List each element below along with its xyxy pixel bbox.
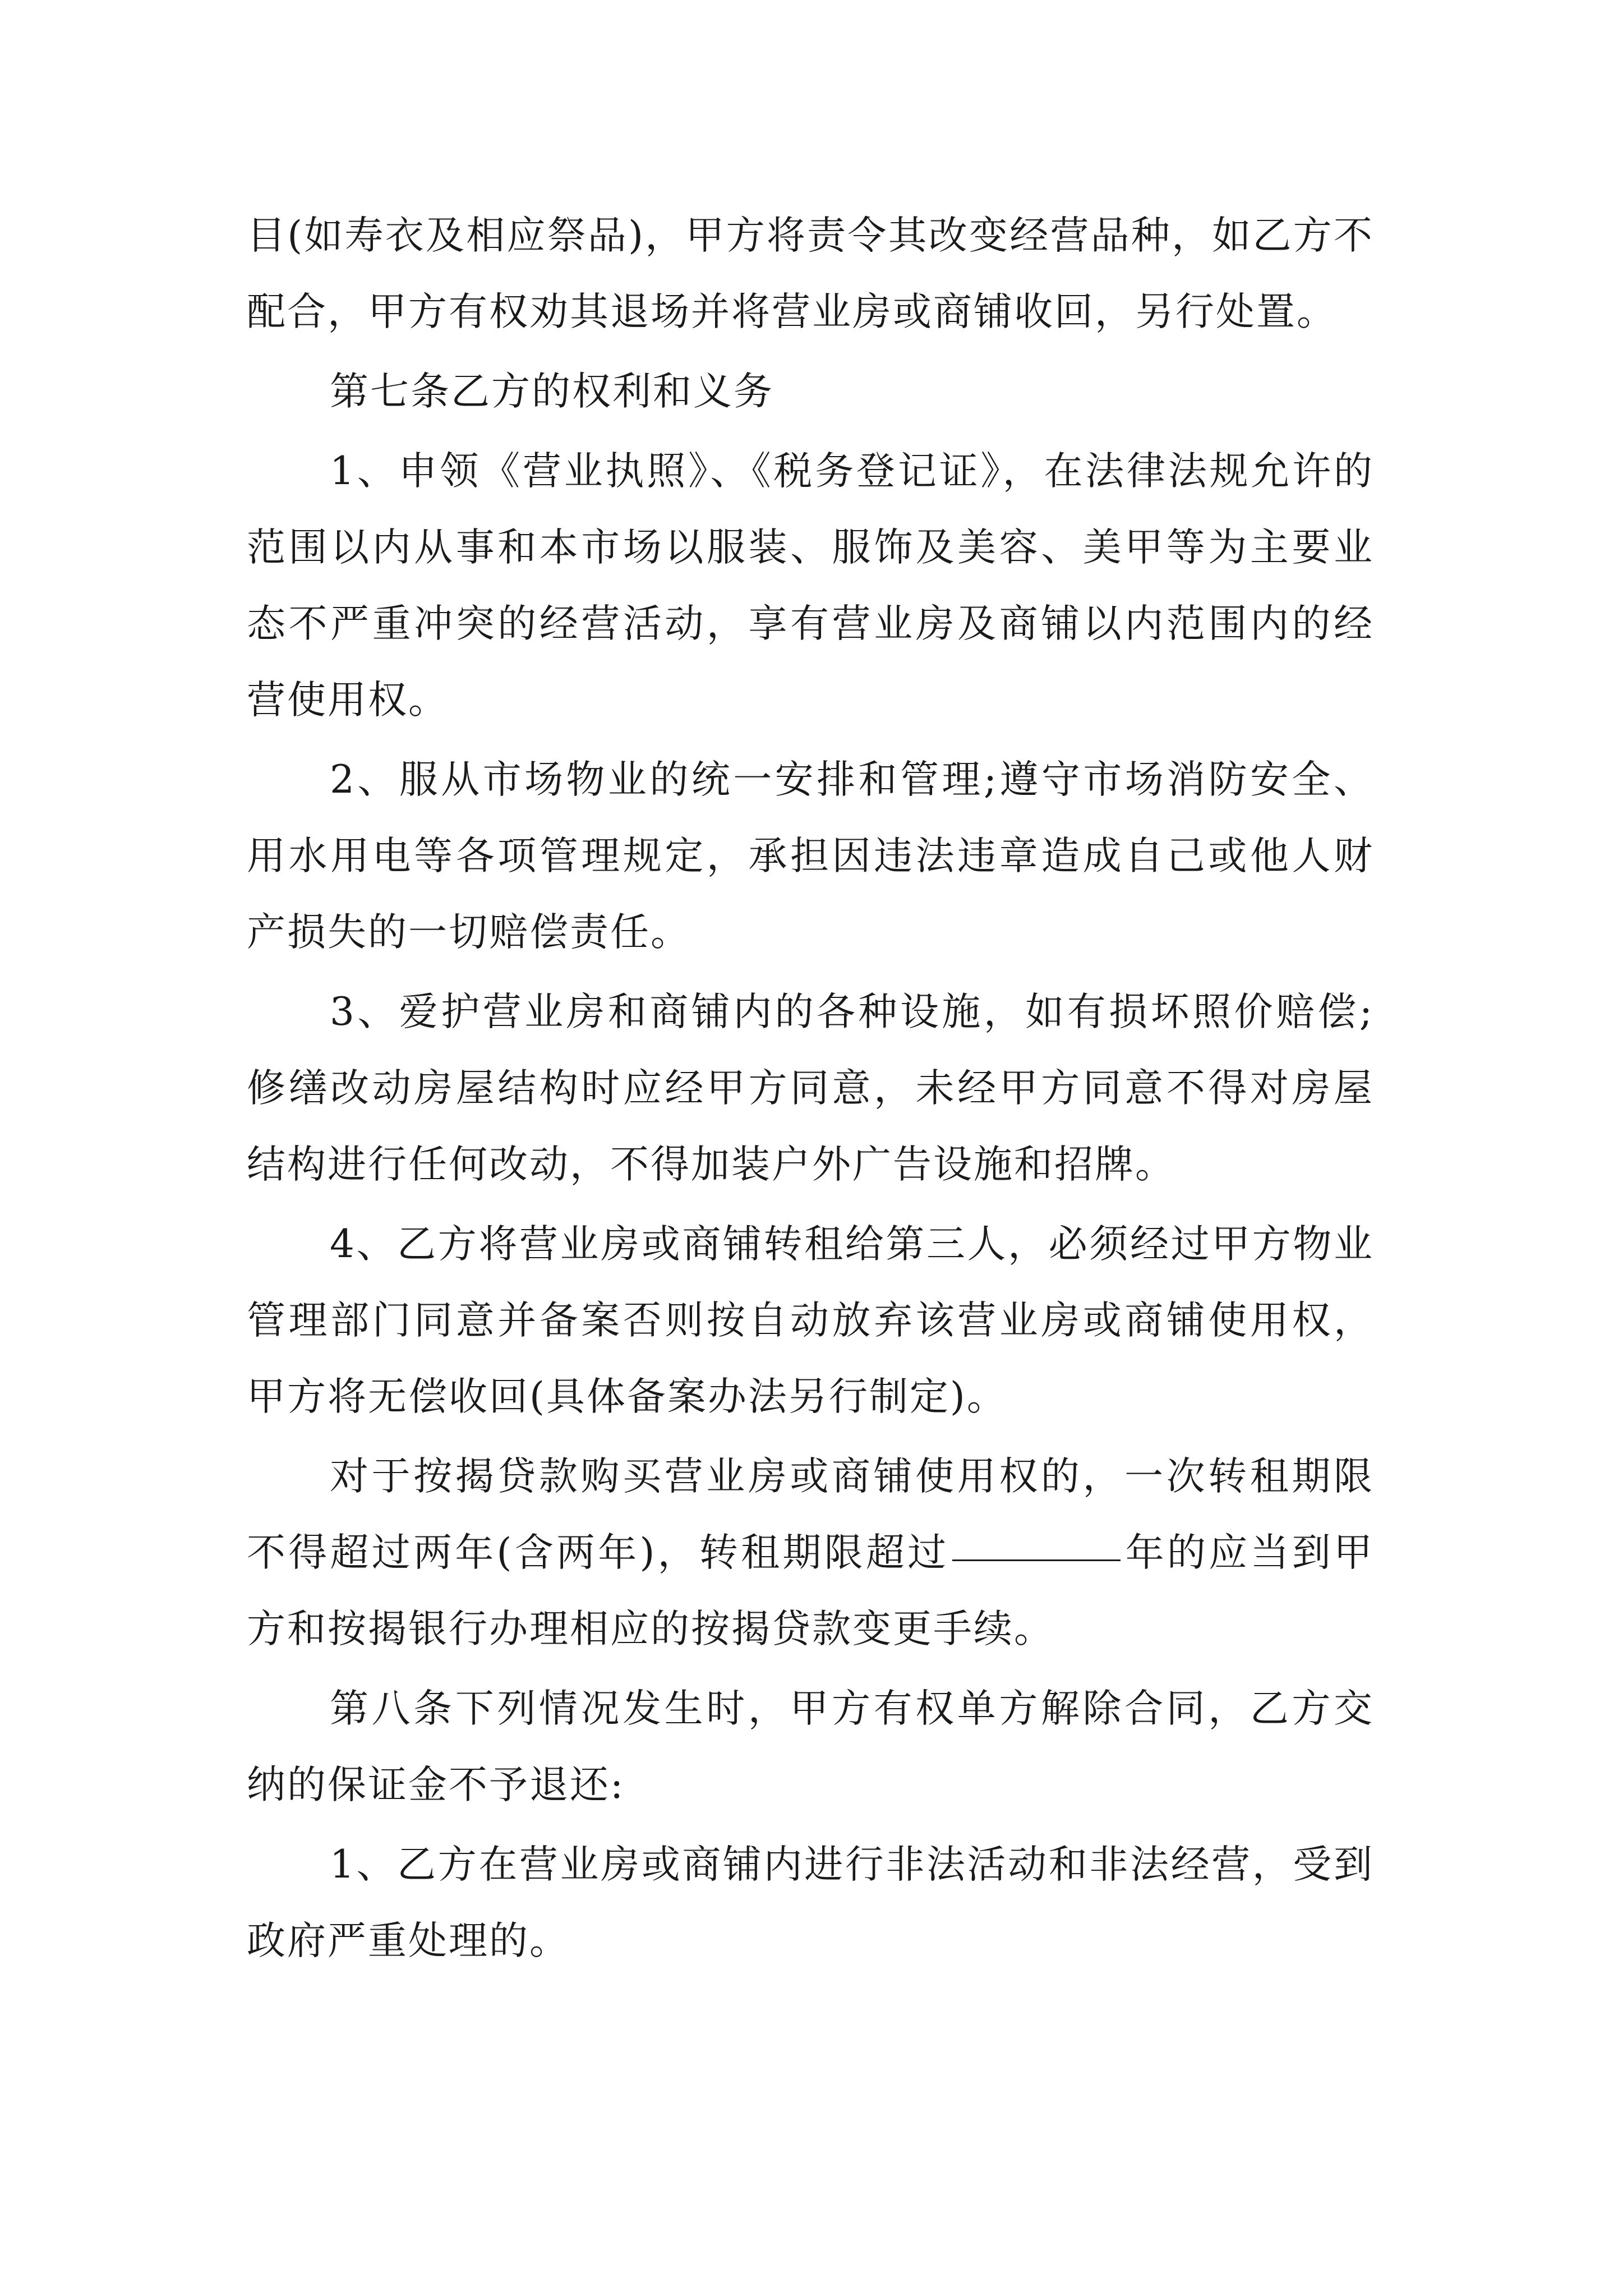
article-7-item-4: 4、乙方将营业房或商铺转租给第三人，必须经过甲方物业管理部门同意并备案否则按自动放弃该营业房或商铺使用权，甲方将无偿收回(具体备案办法另行制定)。: [247, 1222, 1374, 1419]
article-8-heading: 第八条下列情况发生时，甲方有权单方解除合同，乙方交纳的保证金不予退还:: [247, 1686, 1374, 1807]
mortgage-text-after: 年的应当到甲方和按揭银行办理相应的按揭贷款变更手续。: [247, 1530, 1375, 1651]
fill-in-blank-years: [952, 1559, 1121, 1561]
mortgage-sublease-paragraph: [247, 1438, 1374, 1667]
article-7-item-3: 3、爱护营业房和商铺内的各种设施，如有损坏照价赔偿;修缮改动房屋结构时应经甲方同意，未经甲方同意不得对房屋结构进行任何改动，不得加装户外广告设施和招牌。: [247, 990, 1374, 1187]
article-8-item-1: 1、乙方在营业房或商铺内进行非法活动和非法经营，受到政府严重处理的。: [247, 1842, 1374, 1963]
mortgage-text-before: 对于按揭贷款购买营业房或商铺使用权的，一次转租期限不得超过两年(含两年)，转租期限超过: [247, 1454, 1374, 1575]
article-7-item-1: 1、申领《营业执照》、《税务登记证》，在法律法规允许的范围以内从事和本市场以服装、服饰及美容、美甲等为主要业态不严重冲突的经营活动，享有营业房及商铺以内范围内的经营使用权。: [247, 449, 1374, 723]
document-body: [247, 197, 1374, 1982]
article-7-heading: 第七条乙方的权利和义务: [330, 369, 774, 414]
paragraph-continuation: 目(如寿衣及相应祭品)，甲方将责令其改变经营品种，如乙方不配合，甲方有权劝其退场并将营业房或商铺收回，另行处置。: [247, 213, 1374, 334]
article-7-item-2: 2、服从市场物业的统一安排和管理;遵守市场消防安全、用水用电等各项管理规定，承担因违法违章造成自己或他人财产损失的一切赔偿责任。: [247, 757, 1374, 955]
